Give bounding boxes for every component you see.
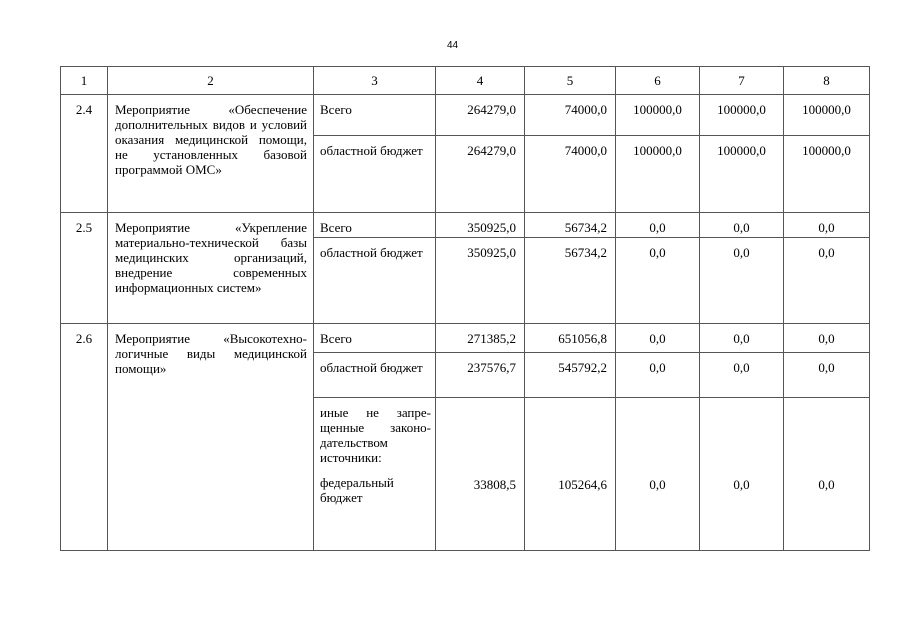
value-cell: 100000,0 <box>616 136 700 213</box>
value-cell: 56734,2 <box>525 213 616 238</box>
row-index: 2.5 <box>61 213 108 324</box>
value-cell: 0,0 <box>616 213 700 238</box>
header-cell-4: 4 <box>436 67 525 95</box>
value-cell: 350925,0 <box>436 238 525 324</box>
value-cell: 100000,0 <box>616 95 700 136</box>
funding-source: областной бюджет <box>314 238 436 324</box>
funding-source: федеральный бюджет <box>320 475 394 505</box>
value-cell: 0,0 <box>784 324 870 353</box>
funding-source: областной бюджет <box>314 136 436 213</box>
header-cell-5: 5 <box>525 67 616 95</box>
value-cell: 545792,2 <box>525 353 616 398</box>
table-row <box>61 213 870 238</box>
header-cell-2: 2 <box>108 67 314 95</box>
value-cell: 100000,0 <box>784 136 870 213</box>
funding-source: Всего <box>314 95 436 136</box>
page-number: 44 <box>446 40 459 51</box>
value-cell: 264279,0 <box>436 95 525 136</box>
table-row <box>61 95 870 136</box>
row-index: 2.4 <box>61 95 108 213</box>
value-cell: 264279,0 <box>436 136 525 213</box>
value-cell: 100000,0 <box>784 95 870 136</box>
table-header-row <box>61 67 870 95</box>
value-cell: 0,0 <box>700 324 784 353</box>
value-cell: 0,0 <box>616 398 700 551</box>
funding-source: Всего <box>314 213 436 238</box>
value-cell: 0,0 <box>616 324 700 353</box>
value-cell: 0,0 <box>700 398 784 551</box>
value-cell: 0,0 <box>784 213 870 238</box>
header-cell-7: 7 <box>700 67 784 95</box>
value-cell: 105264,6 <box>525 398 616 551</box>
measure-name: Мероприятие «Обеспечение дополнительных видов и условий оказания медицинской помощи, не установленных базовой программой ОМС» <box>108 95 314 213</box>
value-cell: 271385,2 <box>436 324 525 353</box>
budget-table <box>60 66 870 551</box>
value-cell: 0,0 <box>616 238 700 324</box>
value-cell: 0,0 <box>700 353 784 398</box>
header-cell-8: 8 <box>784 67 870 95</box>
header-cell-1: 1 <box>61 67 108 95</box>
measure-name: Мероприятие «Укрепление материально-технической базы медицинских организаций, внедрение современных информационных систем» <box>108 213 314 324</box>
funding-source: областной бюджет <box>314 353 436 398</box>
value-cell: 350925,0 <box>436 213 525 238</box>
value-cell: 0,0 <box>700 238 784 324</box>
value-cell: 100000,0 <box>700 95 784 136</box>
funding-source: Всего <box>314 324 436 353</box>
value-cell: 0,0 <box>784 398 870 551</box>
value-cell: 0,0 <box>616 353 700 398</box>
value-cell: 56734,2 <box>525 238 616 324</box>
row-index: 2.6 <box>61 324 108 551</box>
value-cell: 100000,0 <box>700 136 784 213</box>
value-cell: 74000,0 <box>525 136 616 213</box>
value-cell: 74000,0 <box>525 95 616 136</box>
funding-source-other <box>314 398 436 551</box>
value-cell: 0,0 <box>784 353 870 398</box>
header-cell-3: 3 <box>314 67 436 95</box>
header-cell-6: 6 <box>616 67 700 95</box>
measure-name: Мероприятие «Высокотехнологичные виды медицинской помощи» <box>108 324 314 551</box>
value-cell: 0,0 <box>784 238 870 324</box>
table-row <box>61 324 870 353</box>
value-cell: 33808,5 <box>436 398 525 551</box>
value-cell: 651056,8 <box>525 324 616 353</box>
funding-source-note: иные не запрещенные законодательством источники: <box>320 405 431 465</box>
value-cell: 237576,7 <box>436 353 525 398</box>
value-cell: 0,0 <box>700 213 784 238</box>
